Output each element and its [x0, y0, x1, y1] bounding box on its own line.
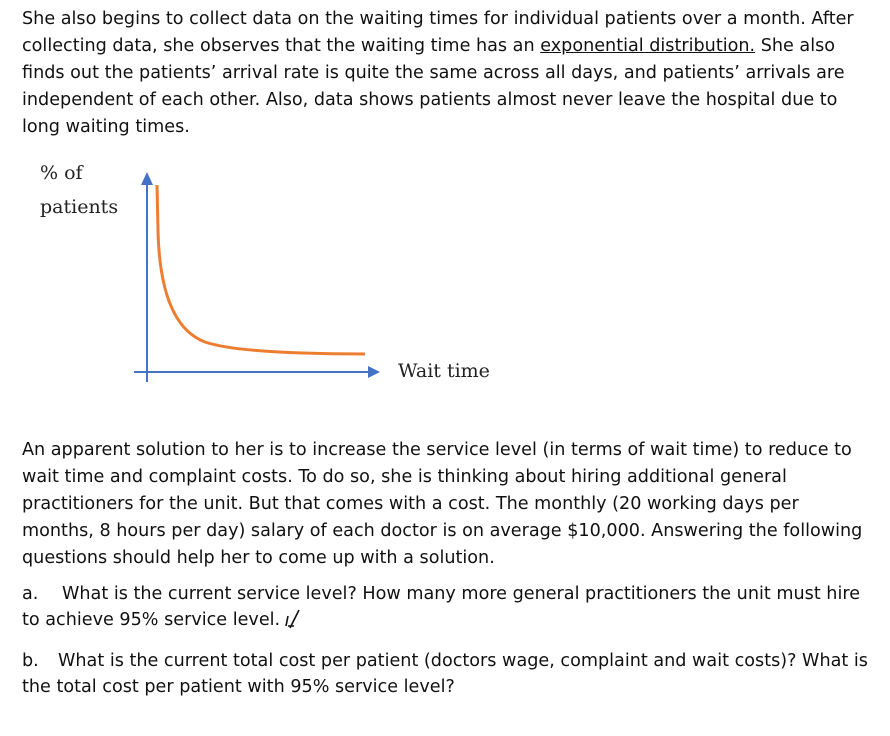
question-a-label: a. — [22, 584, 39, 604]
y-axis-arrowhead — [141, 172, 153, 185]
wait-time-distribution-chart — [120, 160, 380, 385]
question-a — [22, 581, 872, 633]
exponential-distribution-link: exponential distribution. — [540, 36, 756, 56]
question-a-text: What is the current service level? How many more general practitioners the unit must hire to achieve 95% service level. — [22, 584, 861, 630]
intro-text-before: She also begins to collect data on the waiting times for individual patients over a month. After collecting data, she observes that the waiting time has an — [22, 9, 854, 56]
y-axis-label-line2: patients — [40, 196, 119, 218]
solution-paragraph: An apparent solution to her is to increase the service level (in terms of wait time) to reduce to wait time and complaint costs. To do so, she is thinking about hiring additional general practitioners for the unit. But that comes with a cost. The monthly (20 working days per months, 8 hours per day) salary of each doctor is on average $10,000. Answering the following questions should help her to come up with a solution. — [22, 440, 863, 568]
intro-paragraph — [22, 6, 872, 141]
exponential-decay-curve — [157, 185, 365, 354]
intro-text-after: She also finds out the patients’ arrival rate is quite the same across all days, and patients’ arrivals are independent of each other. Also, data shows patients almost never leave the hospital due to long waiting times. — [22, 36, 845, 137]
y-axis-label-line1: % of — [40, 162, 83, 184]
x-axis-arrowhead — [368, 366, 380, 378]
x-axis-label: Wait time — [398, 360, 490, 382]
question-b — [22, 648, 872, 700]
cursor-mark-icon — [284, 608, 306, 630]
question-b-label: b. — [22, 651, 39, 671]
question-b-text: What is the current total cost per patient (doctors wage, complaint and wait costs)? What is the total cost per patient with 95% service level? — [22, 651, 868, 697]
